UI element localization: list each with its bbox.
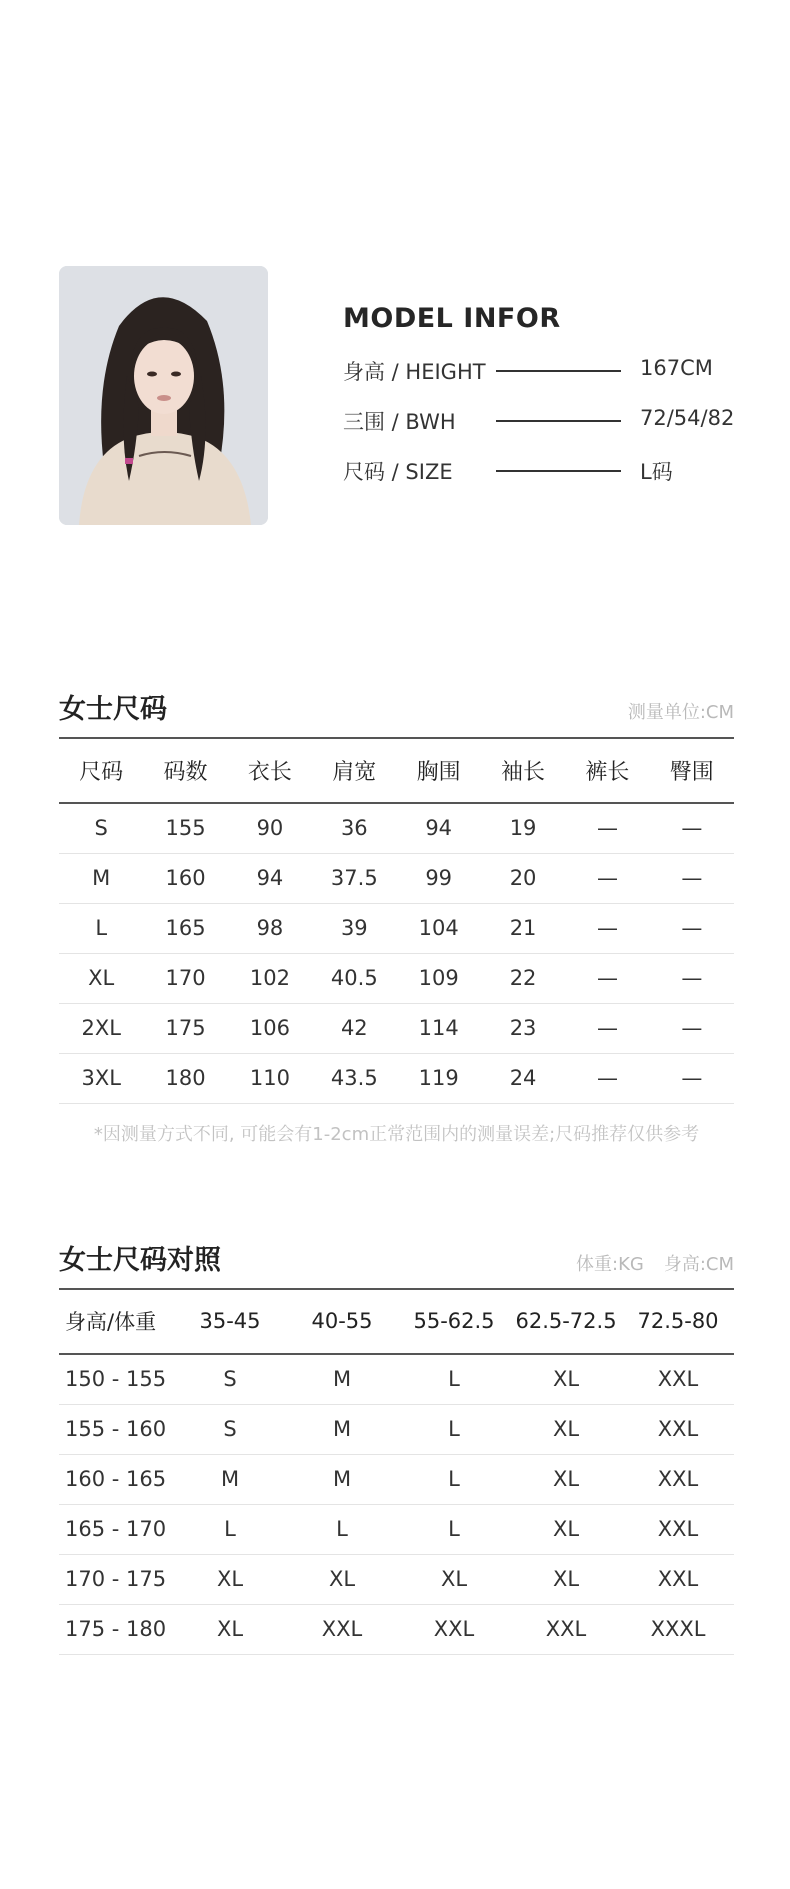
row-divider [59,1654,734,1655]
table-cell: 165 - 170 [65,1517,167,1541]
table-cell: XXL [657,1517,699,1541]
weight-unit: 体重:KG [576,1254,644,1275]
table-cell: XL [552,1367,580,1391]
table-row [59,1003,734,1053]
model-bwh-row [343,406,743,436]
table-cell: XXL [321,1617,363,1641]
table-cell: 24 [509,1066,537,1090]
table-cell: 23 [509,1016,537,1040]
table-cell: M [220,1467,240,1491]
table-cell: — [596,916,618,940]
table-row [59,1454,734,1504]
table-cell: 43.5 [330,1066,378,1090]
table-cell: 150 - 155 [65,1367,167,1391]
model-bwh-label: 三围 / BWH [343,410,456,434]
model-height-row [343,356,743,386]
model-height-value: 167CM [640,356,713,380]
table-cell: — [681,1016,703,1040]
table-cell: 36 [340,816,368,840]
header-cell: 35-45 [199,1309,261,1333]
header-cell: 肩宽 [332,759,377,785]
table-row [59,803,734,853]
model-size-value: L码 [640,460,673,484]
table-cell: — [681,1066,703,1090]
table-cell: 94 [256,866,284,890]
header-cell: 袖长 [501,759,546,785]
table-cell: XXL [657,1417,699,1441]
model-height-label: 身高 / HEIGHT [343,360,486,384]
header-cell: 码数 [163,759,208,785]
table-cell: 106 [249,1016,290,1040]
height-unit: 身高:CM [663,1254,734,1275]
table-cell: XL [552,1417,580,1441]
table-cell: 170 [165,966,206,990]
table-cell: M [332,1467,352,1491]
table-cell: 160 - 165 [65,1467,167,1491]
table-cell: 42 [340,1016,368,1040]
table-cell: 40.5 [330,966,378,990]
table-cell: XL [552,1467,580,1491]
table-cell: — [681,866,703,890]
table-cell: L [448,1367,460,1391]
table-cell: XL [552,1567,580,1591]
size-table-title: 女士尺码 [59,694,167,725]
divider-line [496,420,621,422]
table-cell: — [596,1066,618,1090]
table-cell: 90 [256,816,284,840]
table-cell: 94 [425,816,453,840]
table-cell: 175 [165,1016,206,1040]
table-row [59,853,734,903]
table-cell: L [95,916,108,940]
table-cell: XL [552,1517,580,1541]
table-cell: 104 [418,916,459,940]
table-cell: L [448,1417,460,1441]
table-cell: 119 [418,1066,459,1090]
header-cell: 尺码 [79,759,124,785]
table-cell: XXL [545,1617,587,1641]
table-cell: XL [216,1617,244,1641]
table-cell: S [223,1417,237,1441]
table-cell: 99 [425,866,453,890]
table-cell: XL [440,1567,468,1591]
table-cell: 102 [249,966,290,990]
table-cell: L [336,1517,348,1541]
table-cell: L [448,1467,460,1491]
header-cell: 裤长 [585,759,630,785]
header-cell: 身高/体重 [65,1310,157,1334]
table-cell: — [681,816,703,840]
table-row [59,1554,734,1604]
table-row [59,1404,734,1454]
model-size-label: 尺码 / SIZE [343,460,453,484]
table-cell: 165 [165,916,206,940]
table-cell: XXXL [650,1617,706,1641]
row-divider [59,1103,734,1104]
table-cell: — [681,916,703,940]
model-photo [59,266,268,525]
table-cell: M [332,1367,352,1391]
table-cell: XXL [657,1467,699,1491]
table-cell: XL [88,966,115,990]
measurement-note: *因测量方式不同, 可能会有1-2cm正常范围内的测量误差;尺码推荐仅供参考 [93,1124,700,1145]
table-row [59,1604,734,1654]
divider-line [496,470,621,472]
table-cell: L [224,1517,236,1541]
table-cell: — [596,816,618,840]
table-cell: 170 - 175 [65,1567,167,1591]
model-size-row [343,456,743,486]
table-cell: 20 [509,866,537,890]
table-cell: 39 [340,916,368,940]
table-cell: 22 [509,966,537,990]
table-cell: XL [216,1567,244,1591]
table-cell: XL [328,1567,356,1591]
ref-table-units [576,1250,734,1276]
table-cell: XXL [657,1367,699,1391]
size-table-unit: 测量单位:CM [627,702,734,723]
table-cell: L [448,1517,460,1541]
header-cell: 55-62.5 [413,1309,495,1333]
table-cell: M [92,866,111,890]
table-row [59,1504,734,1554]
table-cell: — [596,866,618,890]
table-cell: 155 - 160 [65,1417,167,1441]
table-cell: 175 - 180 [65,1617,167,1641]
table-cell: 160 [165,866,206,890]
table-cell: 114 [418,1016,459,1040]
header-cell: 72.5-80 [637,1309,719,1333]
table-cell: 109 [418,966,459,990]
ref-table-header [59,1289,734,1353]
header-cell: 臀围 [669,759,714,785]
ref-table-title: 女士尺码对照 [59,1245,221,1276]
table-cell: 2XL [81,1016,121,1040]
table-cell: — [596,966,618,990]
table-cell: — [596,1016,618,1040]
header-cell: 62.5-72.5 [515,1309,617,1333]
table-cell: 37.5 [330,866,378,890]
table-cell: XXL [433,1617,475,1641]
table-cell: 180 [165,1066,206,1090]
table-cell: 3XL [81,1066,121,1090]
size-table-header [59,738,734,802]
header-cell: 衣长 [247,759,292,785]
table-cell: S [223,1367,237,1391]
header-cell: 40-55 [311,1309,373,1333]
table-cell: — [681,966,703,990]
table-row [59,1053,734,1103]
model-info-title: MODEL INFOR [343,303,561,334]
header-cell: 胸围 [416,759,461,785]
table-row [59,903,734,953]
table-cell: 21 [509,916,537,940]
table-cell: 110 [249,1066,290,1090]
divider-line [496,370,621,372]
table-row [59,953,734,1003]
table-cell: 98 [256,916,284,940]
table-cell: 19 [509,816,537,840]
table-cell: M [332,1417,352,1441]
model-bwh-value: 72/54/82 [640,406,735,430]
table-cell: 155 [165,816,206,840]
table-cell: S [94,816,108,840]
table-cell: XXL [657,1567,699,1591]
table-row [59,1354,734,1404]
